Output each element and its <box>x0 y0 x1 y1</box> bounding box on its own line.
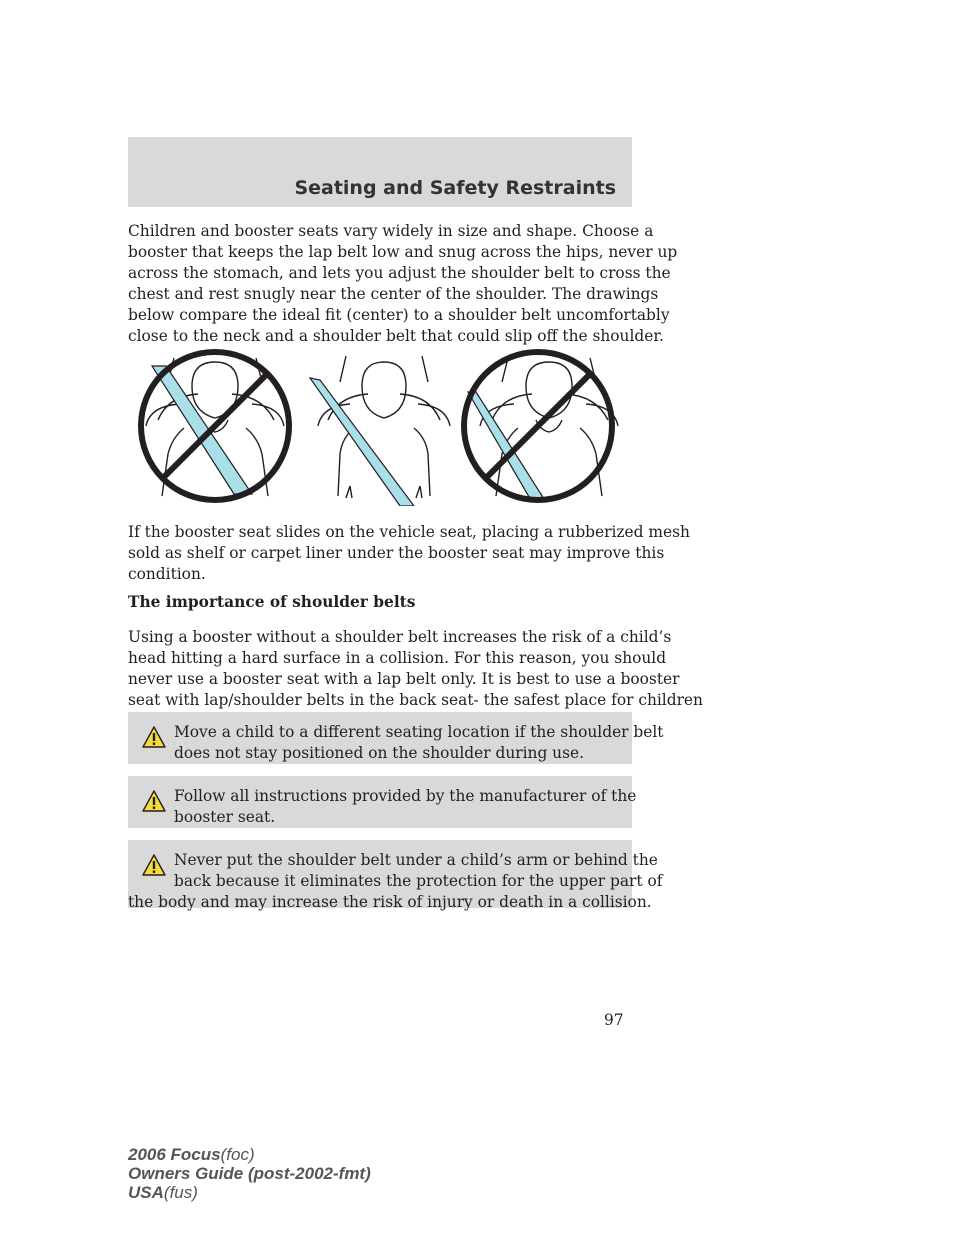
text-line: head hitting a hard surface in a collision. For this reason, you should <box>128 649 667 667</box>
text-line: Children and booster seats vary widely in size and shape. Choose a <box>128 222 654 240</box>
text-line: chest and rest snugly near the center of the shoulder. The drawings <box>128 285 659 303</box>
seat-wing <box>480 394 618 426</box>
text-line: across the stomach, and lets you adjust the shoulder belt to cross the <box>128 264 671 282</box>
text-line: booster seat. <box>174 808 276 826</box>
warning-triangle-icon <box>142 790 166 812</box>
warning-text <box>128 850 663 913</box>
footer-guide: Owners Guide (post-2002-fmt) <box>128 1164 371 1183</box>
mesh-paragraph <box>128 522 690 585</box>
seat-wing <box>146 394 284 426</box>
text-line: seat with lap/shoulder belts in the back seat- the safest place for children <box>128 691 703 709</box>
warning-triangle-icon <box>142 726 166 748</box>
warning-triangle-icon <box>142 854 166 876</box>
footer-model-code: (foc) <box>220 1145 255 1164</box>
text-line: the body and may increase the risk of injury or death in a collision. <box>128 893 652 911</box>
headrest-post <box>340 356 428 382</box>
section-title: Seating and Safety Restraints <box>294 177 616 199</box>
footer-model: 2006 Focus <box>128 1145 221 1164</box>
warning-text <box>174 722 664 764</box>
warning-text <box>174 786 636 828</box>
warning-box <box>128 840 663 911</box>
footer-market-code: (fus) <box>163 1183 198 1202</box>
text-line: sold as shelf or carpet liner under the booster seat may improve this <box>128 544 665 562</box>
text-line: condition. <box>128 565 206 583</box>
text-line: does not stay positioned on the shoulder during use. <box>174 744 584 762</box>
warning-box <box>128 712 664 764</box>
child-head <box>526 362 572 418</box>
text-line: booster that keeps the lap belt low and snug across the hips, never up <box>128 243 678 261</box>
document-footer <box>128 1145 371 1202</box>
footer-market: USA <box>128 1183 164 1202</box>
text-line: Using a booster without a shoulder belt increases the risk of a child’s <box>128 628 672 646</box>
belt-fit-illustration <box>128 346 632 506</box>
text-line: close to the neck and a shoulder belt that could slip off the shoulder. <box>128 327 664 345</box>
text-line: If the booster seat slides on the vehicle seat, placing a rubberized mesh <box>128 523 690 541</box>
page-number: 97 <box>604 1011 624 1029</box>
prohibition-circle-icon <box>141 352 289 500</box>
child-head <box>362 362 406 418</box>
shoulder-belt <box>468 392 546 502</box>
text-line: never use a booster seat with a lap belt only. It is best to use a booster <box>128 670 680 688</box>
footer-line-market <box>128 1183 371 1202</box>
text-line: back because it eliminates the protection for the upper part of <box>174 872 663 890</box>
text-line: Move a child to a different seating location if the shoulder belt <box>174 723 664 741</box>
prohibition-circle-icon <box>464 352 612 500</box>
subheading: The importance of shoulder belts <box>128 593 416 611</box>
text-line: Follow all instructions provided by the manufacturer of the <box>174 787 637 805</box>
footer-line-model <box>128 1145 371 1164</box>
text-line: below compare the ideal fit (center) to a shoulder belt uncomfortably <box>128 306 670 324</box>
shoulder-belt <box>310 378 414 506</box>
header-band <box>128 137 632 207</box>
intro-paragraph <box>128 221 678 347</box>
hip-mark <box>346 486 422 498</box>
warning-box <box>128 776 637 828</box>
text-line: Never put the shoulder belt under a child’s arm or behind the <box>174 851 658 869</box>
